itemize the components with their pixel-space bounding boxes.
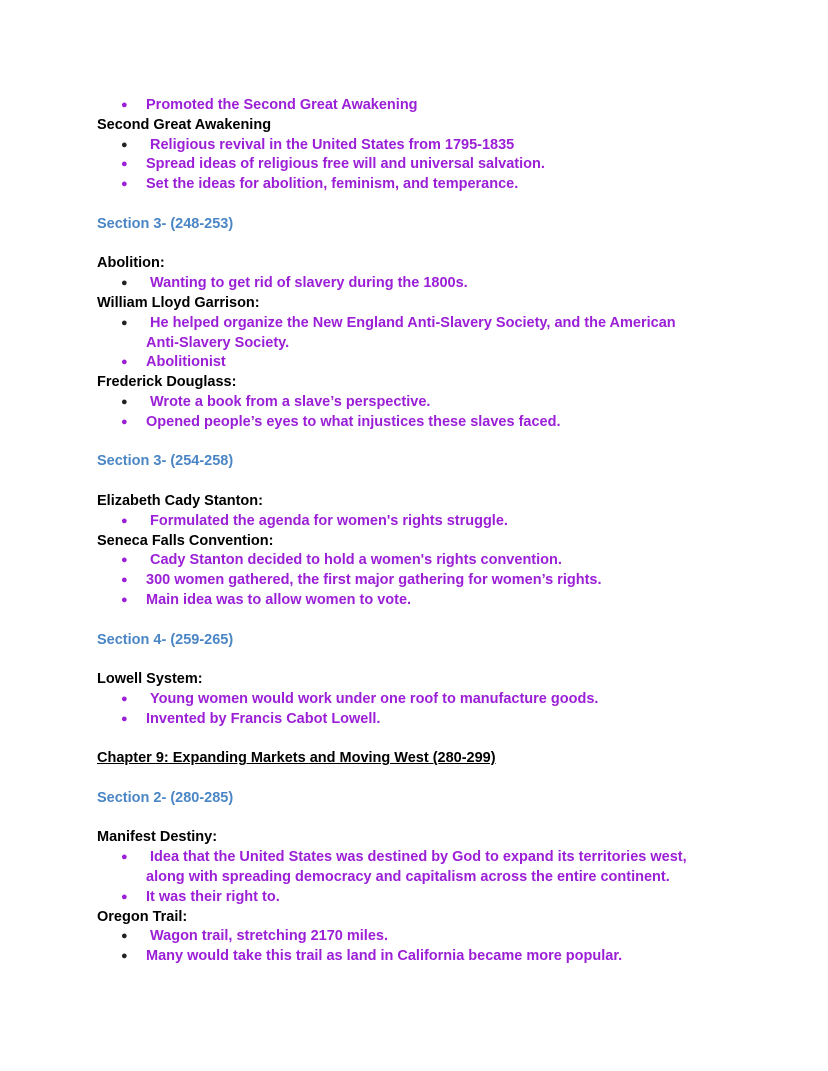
list-item: [0, 175, 828, 195]
list-item-text: Set the ideas for abolition, feminism, and temperance.: [146, 176, 519, 193]
spacer: [0, 195, 828, 215]
bullet-icon: ●: [121, 395, 128, 408]
term-heading: Abolition:: [97, 255, 165, 272]
term-heading: William Lloyd Garrison:: [97, 294, 260, 311]
section-heading: Section 4- (259-265): [97, 631, 234, 648]
bullet-icon: ●: [121, 851, 128, 864]
list-item: [0, 848, 828, 868]
list-item-text: He helped organize the New England Anti-Slavery Society, and the American: [150, 314, 676, 331]
list-item-text: Invented by Francis Cabot Lowell.: [146, 710, 381, 727]
spacer: [0, 769, 828, 789]
term-heading: Oregon Trail:: [97, 908, 188, 925]
chapter-heading: Chapter 9: Expanding Markets and Moving West (280-299): [97, 750, 496, 767]
spacer: [0, 809, 828, 829]
list-item: [0, 353, 828, 373]
list-item: [0, 155, 828, 175]
spacer: [0, 611, 828, 631]
bullet-icon: ●: [121, 99, 128, 111]
list-item-text: Cady Stanton decided to hold a women's rights convention.: [150, 552, 562, 569]
list-item: [0, 314, 828, 334]
bullet-icon: ●: [121, 138, 128, 151]
bullet-icon: ●: [121, 178, 128, 191]
term-heading: Elizabeth Cady Stanton:: [97, 492, 263, 509]
section-heading: Section 3- (248-253): [97, 215, 234, 232]
spacer: [0, 650, 828, 670]
bullet-icon: ●: [121, 277, 128, 290]
section-heading: Section 2- (280-285): [97, 789, 234, 806]
list-item: [0, 136, 828, 156]
spacer: [0, 433, 828, 453]
list-item-text: Idea that the United States was destined by God to expand its territories west,: [150, 849, 687, 866]
list-item: [0, 274, 828, 294]
bullet-icon: ●: [121, 593, 128, 606]
term-heading: Lowell System:: [97, 671, 203, 688]
bullet-icon: ●: [121, 514, 128, 527]
list-item-text: Wrote a book from a slave’s perspective.: [150, 393, 431, 410]
list-item-text: along with spreading democracy and capitalism across the entire continent.: [146, 869, 670, 886]
list-item: [0, 927, 828, 947]
bullet-icon: ●: [121, 574, 128, 587]
list-item: [0, 888, 828, 908]
bullet-icon: ●: [121, 554, 128, 567]
list-item: [0, 690, 828, 710]
list-item-text: Wanting to get rid of slavery during the 1800s.: [150, 275, 468, 292]
bullet-icon: ●: [121, 890, 128, 903]
bullet-icon: ●: [121, 712, 128, 725]
list-item-continuation: [0, 868, 828, 888]
bullet-icon: ●: [121, 930, 128, 943]
list-item-text: Wagon trail, stretching 2170 miles.: [150, 928, 388, 945]
list-item: [0, 393, 828, 413]
list-item-continuation: [0, 334, 828, 354]
list-item-text: Main idea was to allow women to vote.: [146, 591, 412, 608]
bullet-icon: ●: [121, 692, 128, 705]
list-item: [0, 571, 828, 591]
list-item-text: Religious revival in the United States from 1795-1835: [150, 136, 515, 153]
list-item-text: 300 women gathered, the first major gathering for women’s rights.: [146, 572, 602, 589]
spacer: [0, 472, 828, 492]
list-item: [0, 710, 828, 730]
list-item-text: Abolitionist: [146, 354, 226, 371]
spacer: [0, 235, 828, 255]
term-heading: Frederick Douglass:: [97, 374, 237, 391]
list-item-text: Formulated the agenda for women's rights struggle.: [150, 512, 508, 529]
term-heading: Seneca Falls Convention:: [97, 532, 274, 549]
list-item: [0, 413, 828, 433]
bullet-icon: ●: [121, 158, 128, 171]
list-item-text: Young women would work under one roof to manufacture goods.: [150, 690, 599, 707]
list-item-text: Opened people’s eyes to what injustices these slaves faced.: [146, 413, 561, 430]
section-heading: Section 3- (254-258): [97, 453, 234, 470]
list-item-text: Spread ideas of religious free will and universal salvation.: [146, 156, 545, 173]
list-item: [0, 591, 828, 611]
spacer: [0, 730, 828, 750]
list-item: [0, 512, 828, 532]
list-item-text: It was their right to.: [146, 888, 280, 905]
term-heading: Manifest Destiny:: [97, 829, 218, 846]
list-item-text: Promoted the Second Great Awakening: [146, 97, 418, 113]
term-heading: Second Great Awakening: [97, 116, 272, 133]
bullet-icon: ●: [121, 950, 128, 963]
bullet-icon: ●: [121, 415, 128, 428]
list-item: [0, 551, 828, 571]
list-item-text: Many would take this trail as land in California became more popular.: [146, 948, 623, 965]
list-item-text: Anti-Slavery Society.: [146, 334, 290, 351]
bullet-icon: ●: [121, 316, 128, 329]
list-item: [0, 947, 828, 967]
bullet-icon: ●: [121, 356, 128, 369]
list-item: [0, 96, 828, 116]
